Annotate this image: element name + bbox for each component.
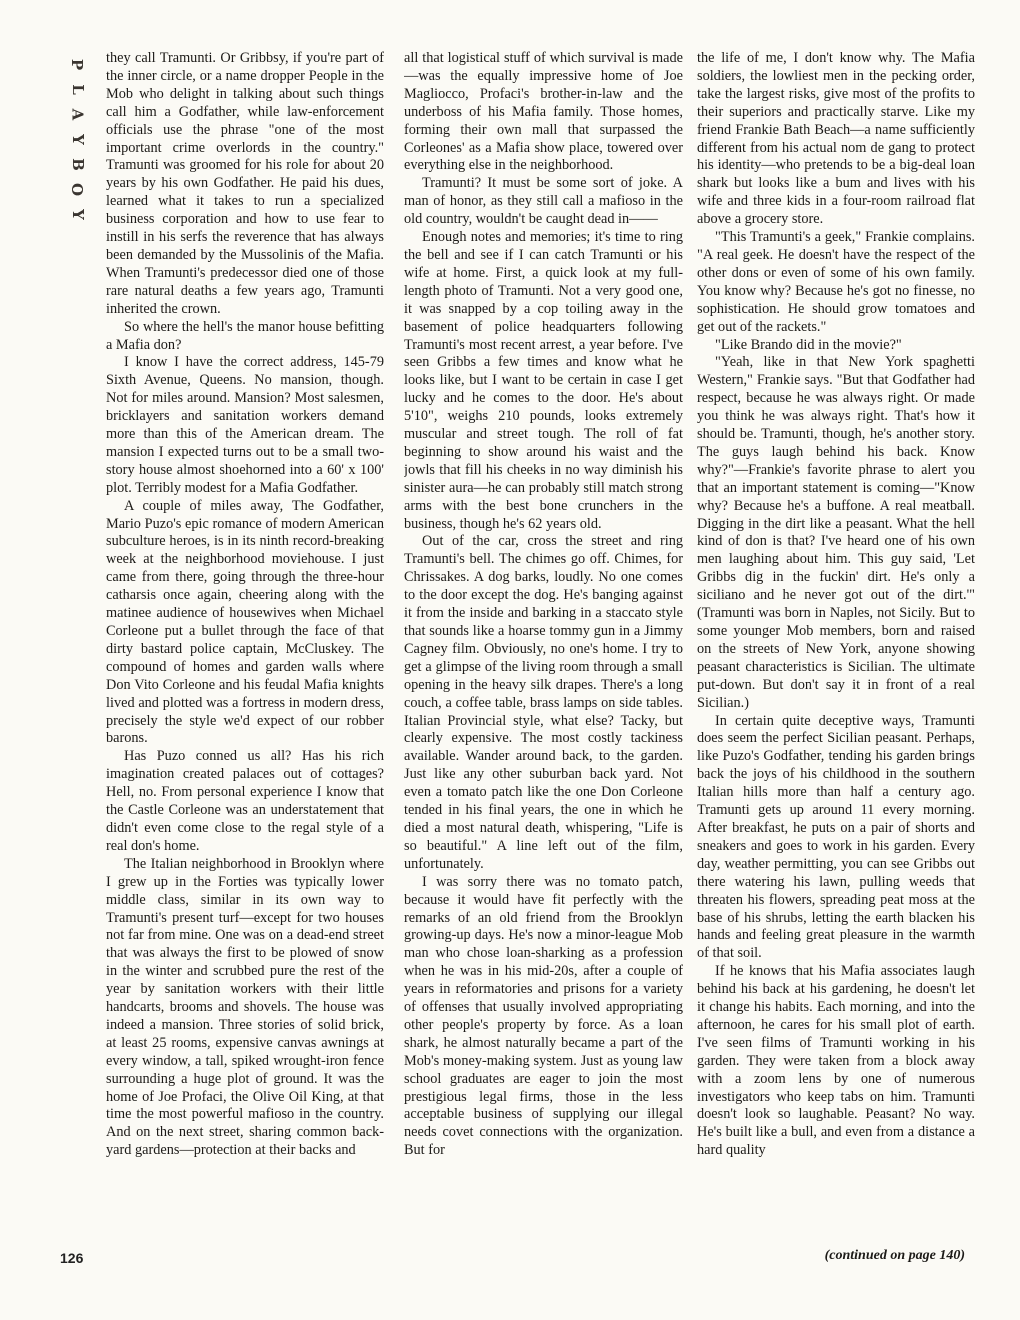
paragraph: If he knows that his Mafia associates laugh behind his back at his gardening, he doesn't let it change his habits. Each morning, and into the afternoon, he cares for his small plot of earth. I've seen films of Tramunti working in his garden. They were taken from a block away with a zoom lens by one of numerous investigators who keep tabs on him. Tramunti doesn't look so laughable. Peasant? No way. He's built like a bull, and even from a distance a hard quality xyxy=(697,963,975,1159)
text-column-2 xyxy=(404,50,683,1275)
paragraph: I was sorry there was no tomato patch, because it would have fit perfectly with the remarks of an old friend from the Brooklyn growing-up days. He's now a minor-league Mob man who chose loan-sharking as a profession when he was in his mid-20s, after a couple of years in reformatories and prisons for a variety of offenses that usually involved appropriating other people's property by force. As a loan shark, he almost naturally became a part of the Mob's money-making system. Just as young law school graduates are eager to join the most prestigious legal firms, those in the less acceptable business of supplying our illegal needs covet connections with the organization. But for xyxy=(404,873,683,1159)
masthead-letter: P xyxy=(68,58,87,71)
paragraph: all that logistical stuff of which survival is made—was the equally impressive home of Joe Magliocco, Profaci's brother-in-law and the underboss of his Mafia family. Those homes, forming their own mall that surpassed the Corleones' as a Mafia show place, towered over everything else in the neighborhood. xyxy=(404,50,683,174)
masthead-letter: L xyxy=(68,84,87,95)
paragraph: So where the hell's the manor house befitting a Mafia don? xyxy=(106,318,384,353)
paragraph: I know I have the correct address, 145-79 Sixth Avenue, Queens. No mansion, though. Not for miles around. Mansion? Most salesmen, bricklayers and sanitation workers demand more than this of the American dream. The mansion I expected turns out to be a small two-story house almost shoehorned into a 60' x 100' plot. Terribly modest for a Mafia Godfather. xyxy=(106,354,384,496)
paragraph: "This Tramunti's a geek," Frankie complains. "A real geek. He doesn't have the respect of the other dons or even of some of his own family. You know why? Because he's got no finesse, no sophistication. He should grow tomatoes and get out of the rackets." xyxy=(697,229,975,335)
masthead-letter: B xyxy=(68,158,87,171)
paragraph: Out of the car, cross the street and ring Tramunti's bell. The chimes go off. Chimes, for Chrissakes. A dog barks, loudly. No one comes to the door except the dog. He's banging against it from the inside and barking in a staccato style that sounds like a hoarse tommy gun in a Jimmy Cagney film. Obviously, no one's home. I try to get a glimpse of the living room through a small opening in the heavy silk drapes. There's a long couch, a coffee table, brass lamps on side tables. Italian Provincial style, what else? Tacky, but clearly expensive. The most costly tackiness available. Wander around back, to the garden. Just like any other suburban back yard. Not even a tomato patch like the one Don Corleone tended in his final years, the one in which he died a most natural death, whispering, "Life is so beautiful." A line left out of the film, unfortunately. xyxy=(404,533,683,872)
text-column-1 xyxy=(106,50,384,1275)
paragraph: they call Tramunti. Or Gribbsy, if you're part of the inner circle, or a name dropper People in the Mob who delight in talking about such things call him a Godfather, while law-enforcement officials use the phrase "one of the most important crime overlords in the country." Tramunti was groomed for his role for about 20 years by his own Godfather. He paid his dues, learned what it takes to run a specialized business corporation and how to use fear to instill in his serfs the reverence that has always been demanded by the Mussolinis of the Mafia. When Tramunti's predecessor died one of those rare natural deaths a few years ago, Tramunti inherited the crown. xyxy=(106,50,384,317)
text-column-3 xyxy=(697,50,975,1275)
page-number: 126 xyxy=(60,1250,84,1266)
paragraph: Tramunti? It must be some sort of joke. A man of honor, as they still call a mafioso in the old country, wouldn't be caught dead in—— xyxy=(404,175,683,228)
paragraph: In certain quite deceptive ways, Tramunti does seem the perfect Sicilian peasant. Perhaps, like Puzo's Godfather, tending his garden brings back the joys of his childhood in the southern Italian hills more than half a century ago. Tramunti gets up around 11 every morning. After breakfast, he puts on a pair of shorts and sneakers and goes to work in his garden. Every day, weather permitting, you can see Gribbs out there watering his lawn, pulling weeds that threaten his flowers, spreading peat moss at the base of his shrubs, letting the earth blacken his hands and feeling great pleasure in the warmth of that soil. xyxy=(697,712,975,962)
paragraph: the life of me, I don't know why. The Mafia soldiers, the lowliest men in the pecking order, take the largest risks, give most of the profits to their superiors and practically starve. Like my friend Frankie Bath Beach—a name sufficiently different from his actual nom de gang to protect his identity—who pretends to be a big-deal loan shark but looks like a bum and lives with his wife and three kids in a four-room railroad flat above a grocery store. xyxy=(697,50,975,228)
masthead-letter: Y xyxy=(68,134,87,145)
paragraph: Has Puzo conned us all? Has his rich imagination created palaces out of cottages? Hell, no. From personal experience I know that the Castle Corleone was an understatement that didn't even come close to the regal style of a real don's home. xyxy=(106,748,384,854)
magazine-masthead xyxy=(62,52,87,227)
paragraph: A couple of miles away, The Godfather, Mario Puzo's epic romance of modern American subculture heroes, is in its ninth record-breaking week at the neighborhood moviehouse. I just came from there, going through the three-hour catharsis once again, cheering along with the matinee audience of housewives when Michael Corleone put a bullet through the face of that dirty bastard police captain, McCluskey. The compound of homes and garden walls where Don Vito Corleone and his feudal Mafia knights lived and plotted was a fortress in modern dress, precisely the style we'd expect of our robber barons. xyxy=(106,497,384,747)
paragraph: "Yeah, like in that New York spaghetti Western," Frankie says. "But that Godfather had respect, because he was always right. Or made you think he was always right. That's how it should be. Tramunti, though, he's another story. The guys laugh behind his back. Know why?"—Frankie's favorite phrase to alert you that an important statement is coming—"Know why? Because he's a buffone. A real meatball. Digging in the dirt like a peasant. What the hell kind of don is that? I've heard one of his own men laughing about him. This guy said, 'Let Gribbs dig in the fuckin' dirt. He's only a siciliano and he never got out of the dirt.'" (Tramunti was born in Naples, not Sicily. But to some younger Mob members, born and raised on the streets of New York, anyone showing peasant characteristics is Sicilian. The ultimate put-down. But don't say it in front of a real Sicilian.) xyxy=(697,354,975,711)
paragraph: Enough notes and memories; it's time to ring the bell and see if I can catch Tramunti or his wife at home. First, a quick look at my full-length photo of Tramunti. Not a very good one, it was snapped by a cop toiling away in the basement of police headquarters following Tramunti's most recent arrest, a year before. I've seen Gribbs a few times and know what he looks like, but I want to be certain in case I get lucky and he comes to the door. He's about 5'10", weighs 210 pounds, looks extremely muscular and street tough. The roll of fat beginning to show around his waist and the jowls that fill his cheeks in no way diminish his sinister aura—he can probably still match strong arms with the best bone crunchers in the business, though he's 62 years old. xyxy=(404,229,683,532)
paragraph: "Like Brando did in the movie?" xyxy=(715,336,902,353)
masthead-letter: O xyxy=(68,182,87,197)
masthead-letter: Y xyxy=(68,209,87,220)
paragraph: The Italian neighborhood in Brooklyn where I grew up in the Forties was typically lower middle class, similar in its own way to Tramunti's present turf—except for two houses not far from mine. One was on a dead-end street that was always the first to be plowed of snow in the winter and scrubbed pure the rest of the year by sanitation workers with their little handcarts, brooms and shovels. The house was indeed a mansion. Three stories of solid brick, at least 25 rooms, expensive canvas awnings at every window, a tall, spiked wrought-iron fence surrounding a huge plot of ground. It was the home of Joe Profaci, the Olive Oil King, at that time the most powerful mafioso in the country. And on the next street, sharing common back-yard gardens—protection at their backs and xyxy=(106,855,384,1159)
continued-jump-line: (continued on page 140) xyxy=(824,1248,965,1263)
masthead-letter: A xyxy=(68,108,87,121)
